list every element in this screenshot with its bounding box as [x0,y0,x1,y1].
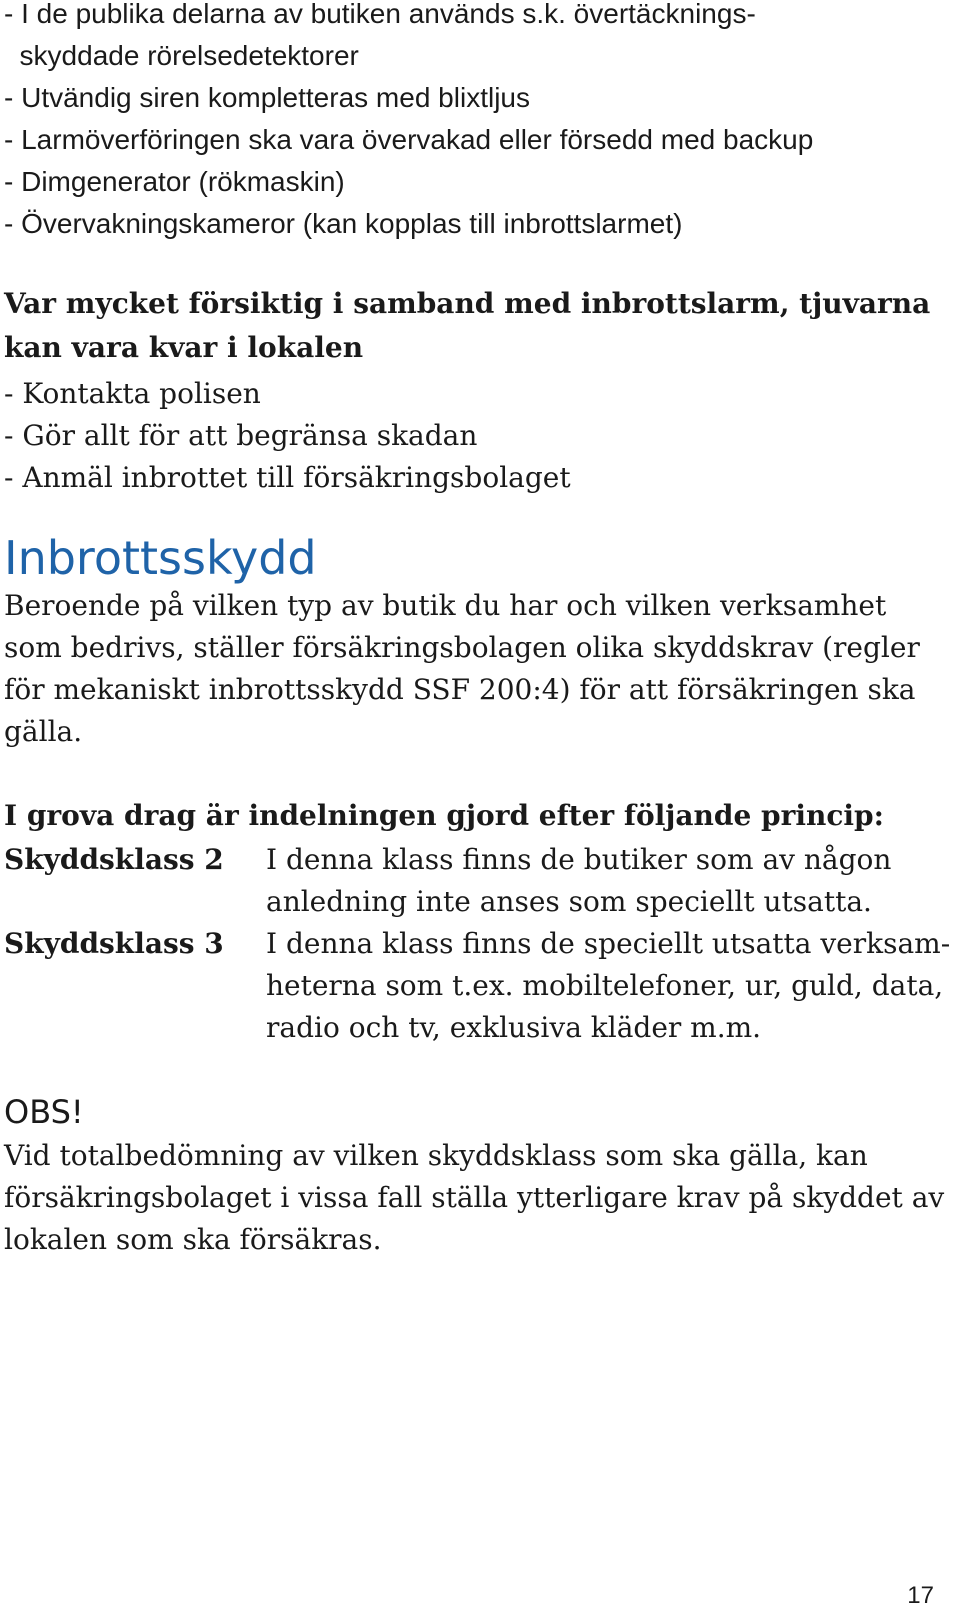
class-description: I denna klass finns de speciellt utsatta verksam- [266,927,951,960]
page-number: 17 [907,1582,934,1609]
list-item: - Anmäl inbrottet till försäkringsbolaget [4,461,571,494]
paragraph-line: gälla. [4,715,83,748]
class-description: radio och tv, exklusiva kläder m.m. [266,1011,762,1044]
class-description: anledning inte anses som speciellt utsatta. [266,885,872,918]
warning-text: kan vara kvar i lokalen [4,331,364,364]
obs-title: OBS! [4,1093,84,1131]
paragraph-line: som bedrivs, ställer försäkringsbolagen olika skyddskrav (regler [4,631,920,664]
list-item: - Kontakta polisen [4,377,261,410]
paragraph-line: lokalen som ska försäkras. [4,1223,382,1256]
list-item: - I de publika delarna av butiken används s.k. övertäcknings- [4,0,756,29]
class-description: I denna klass finns de butiker som av någon [266,843,892,876]
warning-text: Var mycket försiktig i samband med inbrottslarm, tjuvarna [4,287,931,320]
paragraph-line: Vid totalbedömning av vilken skyddsklass som ska gälla, kan [4,1139,868,1172]
section-title: Inbrottsskydd [4,531,317,585]
class-term: Skyddsklass 3 [4,927,224,960]
paragraph-line: Beroende på vilken typ av butik du har och vilken verksamhet [4,589,887,622]
class-description: heterna som t.ex. mobiltelefoner, ur, guld, data, [266,969,944,1002]
principle-heading: I grova drag är indelningen gjord efter följande princip: [4,799,884,832]
paragraph-line: för mekaniskt inbrottsskydd SSF 200:4) för att försäkringen ska [4,673,916,706]
list-item: - Utvändig siren kompletteras med blixtljus [4,82,530,113]
list-item: - Dimgenerator (rökmaskin) [4,166,345,197]
list-item: skyddade rörelsedetektorer [4,40,359,71]
list-item: - Larmöverföringen ska vara övervakad eller försedd med backup [4,124,814,155]
class-term: Skyddsklass 2 [4,843,224,876]
paragraph-line: försäkringsbolaget i vissa fall ställa ytterligare krav på skyddet av [4,1181,945,1214]
list-item: - Övervakningskameror (kan kopplas till inbrottslarmet) [4,208,683,239]
list-item: - Gör allt för att begränsa skadan [4,419,478,452]
